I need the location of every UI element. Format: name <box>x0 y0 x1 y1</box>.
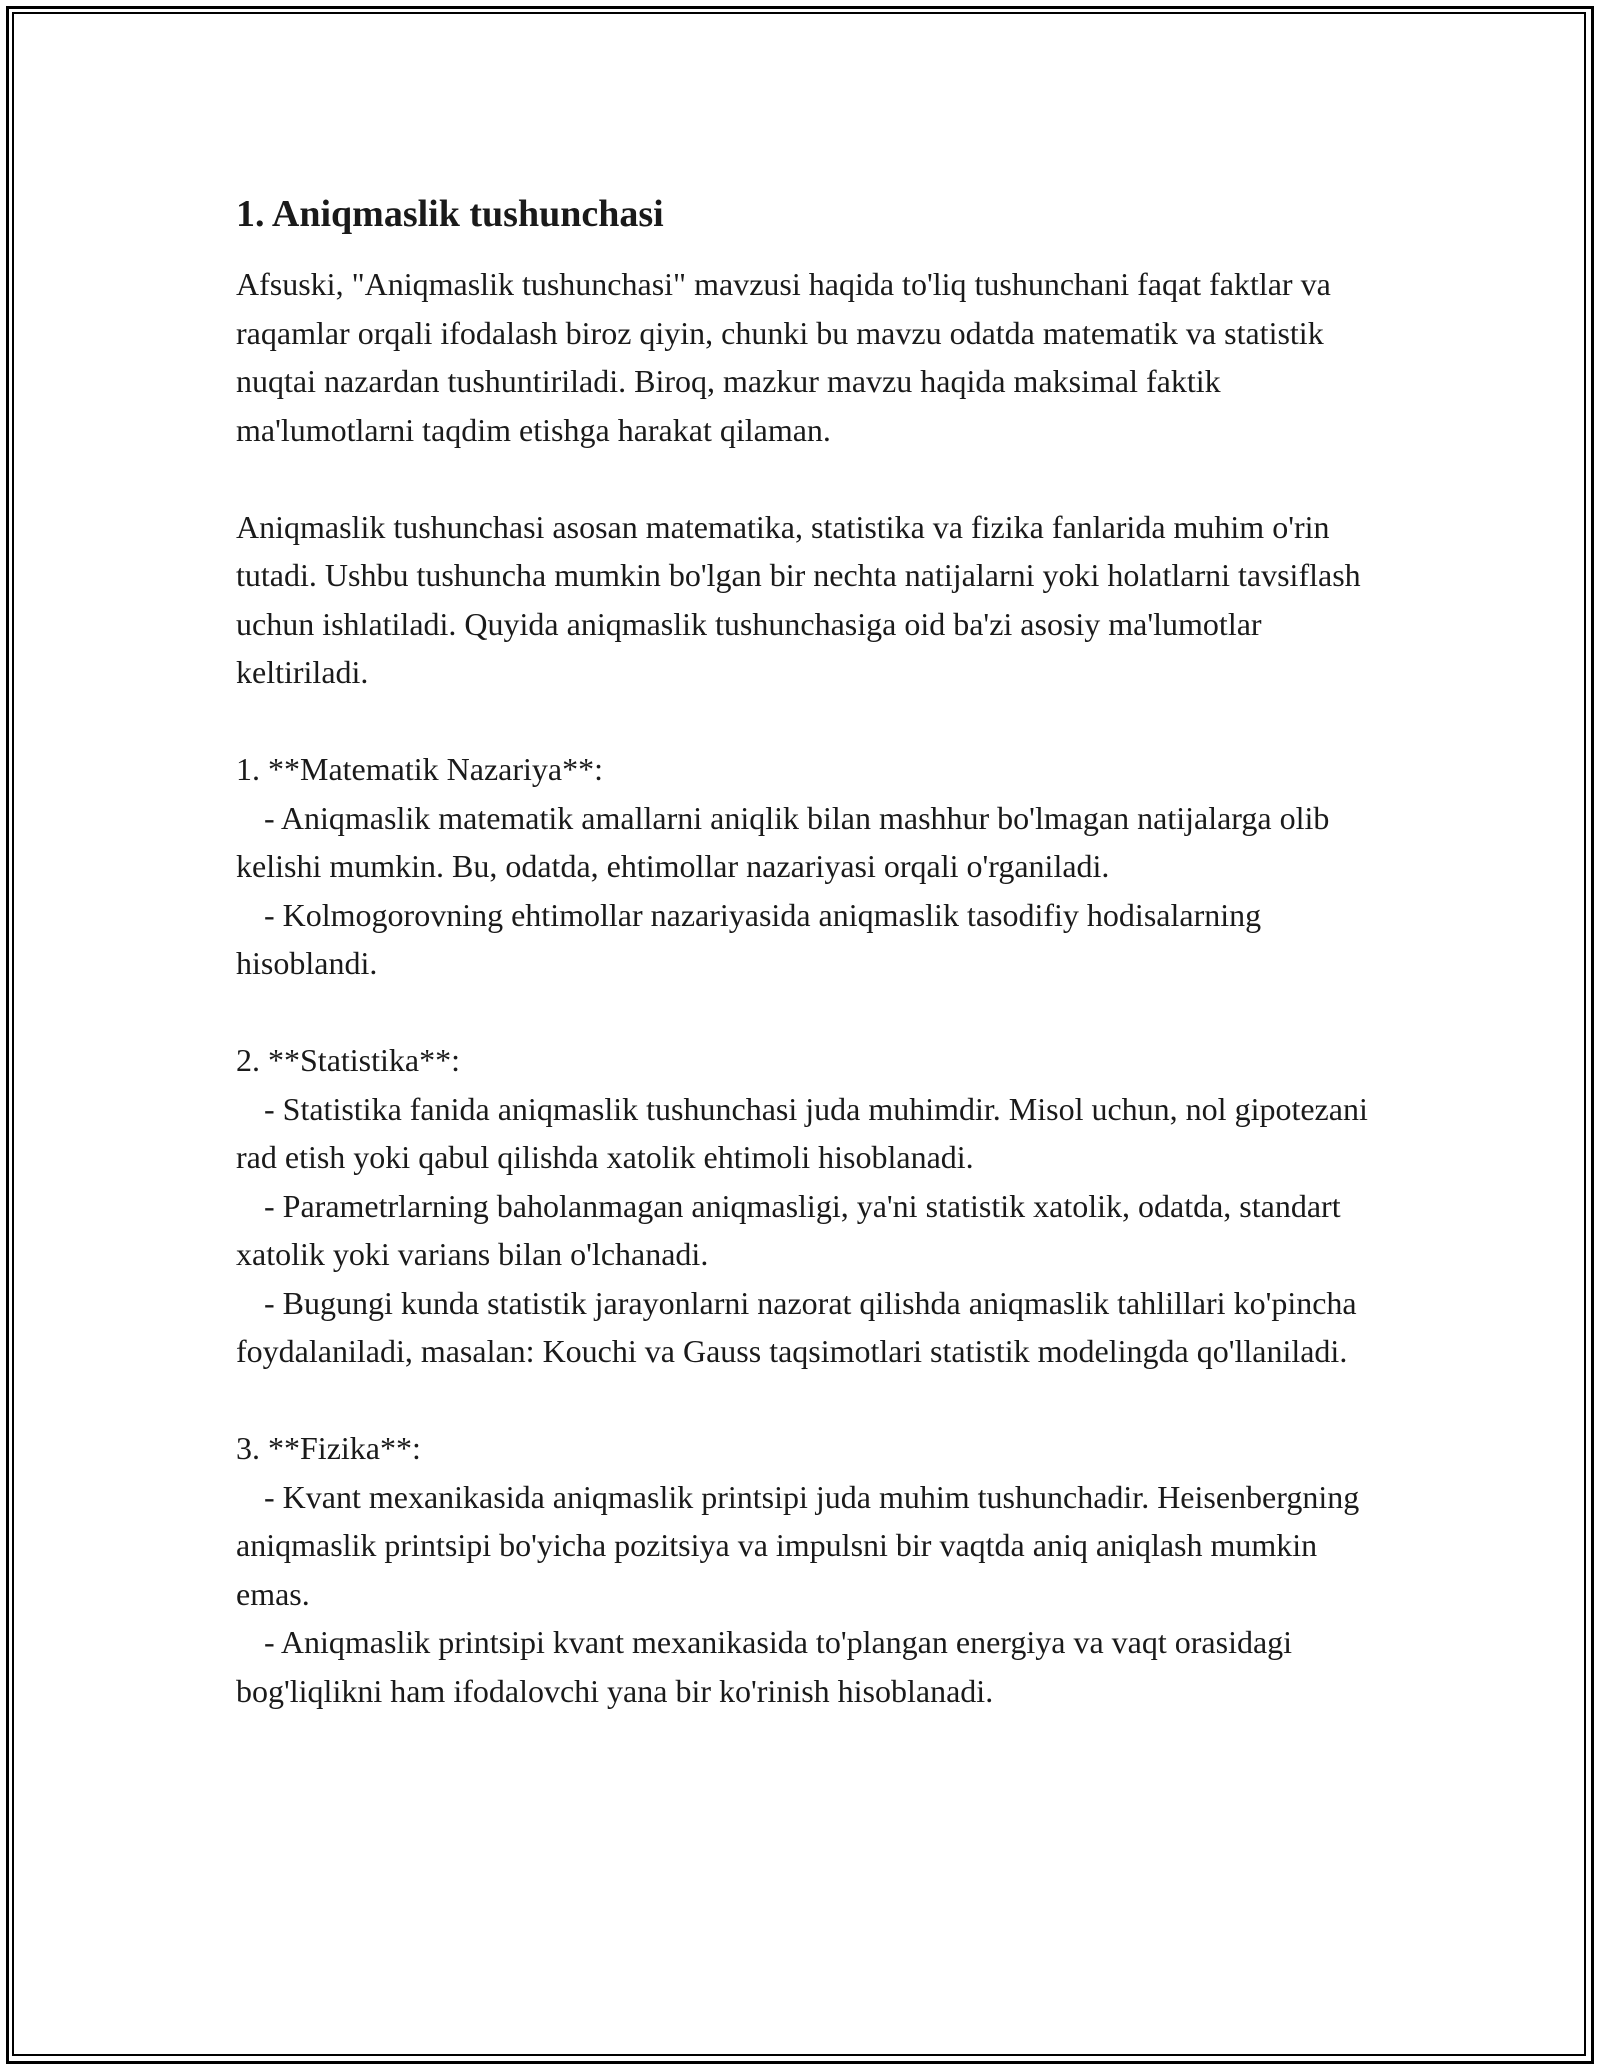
section-heading: 1. **Matematik Nazariya**: <box>236 751 603 787</box>
list-item <box>236 1279 1386 1376</box>
list-item-text: - Kolmogorovning ehtimollar nazariyasida aniqmaslik tasodifiy hodisalarning hisoblandi. <box>236 896 1270 981</box>
section-fizika <box>236 1424 1386 1715</box>
overview-paragraph: Aniqmaslik tushunchasi asosan matematika, statistika va fizika fanlarida muhim o'rin tutadi. Ushbu tushuncha mumkin bo'lgan bir nechta natijalarni yoki holatlarni tavsiflash uchun ishlatiladi. Quyida aniqmaslik tushunchasiga oid ba'zi asosiy ma'lumotlar keltiriladi. <box>236 508 1369 690</box>
section-heading: 3. **Fizika**: <box>236 1430 421 1466</box>
list-item <box>236 1085 1386 1182</box>
list-item <box>236 1473 1386 1619</box>
intro-paragraph: Afsuski, "Aniqmaslik tushunchasi" mavzusi haqida to'liq tushunchani faqat faktlar va raqamlar orqali ifodalash biroz qiyin, chunki bu mavzu odatda matematik va statistik nuqtai nazardan tushuntiriladi. Biroq, mazkur mavzu haqida maksimal faktik ma'lumotlarni taqdim etishga harakat qilaman. <box>236 266 1339 448</box>
list-item-text: - Statistika fanida aniqmaslik tushunchasi juda muhimdir. Misol uchun, nol gipotezani rad etish yoki qabul qilishda xatolik ehtimoli hisoblanadi. <box>236 1090 1376 1175</box>
list-item-text: - Aniqmaslik matematik amallarni aniqlik bilan mashhur bo'lmagan natijalarga olib kelishi mumkin. Bu, odatda, ehtimollar nazariyasi orqali o'rganiladi. <box>236 799 1338 884</box>
list-item-text: - Aniqmaslik printsipi kvant mexanikasida to'plangan energiya va vaqt orasidagi bog'liqlikni ham ifodalovchi yana bir ko'rinish hisoblanadi. <box>236 1624 1301 1709</box>
list-item <box>236 1182 1386 1279</box>
list-item <box>236 891 1386 988</box>
section-statistika <box>236 1036 1386 1376</box>
list-item <box>236 794 1386 891</box>
list-item-text: - Parametrlarning baholanmagan aniqmasligi, ya'ni statistik xatolik, odatda, standart xatolik yoki varians bilan o'lchanadi. <box>236 1187 1349 1272</box>
list-item <box>236 1618 1386 1715</box>
document-title: 1. Aniqmaslik tushunchasi <box>236 193 664 235</box>
list-item-text: - Bugungi kunda statistik jarayonlarni nazorat qilishda aniqmaslik tahlillari ko'pincha foydalaniladi, masalan: Kouchi va Gauss taqsimotlari statistik modelingda qo'llaniladi. <box>236 1284 1365 1369</box>
section-heading: 2. **Statistika**: <box>236 1042 460 1078</box>
document-body <box>236 190 1386 1764</box>
list-item-text: - Kvant mexanikasida aniqmaslik printsipi juda muhim tushunchadir. Heisenbergning aniqmaslik printsipi bo'yicha pozitsiya va impulsni bir vaqtda aniq aniqlash mumkin emas. <box>236 1478 1368 1612</box>
section-matematik-nazariya <box>236 745 1386 988</box>
